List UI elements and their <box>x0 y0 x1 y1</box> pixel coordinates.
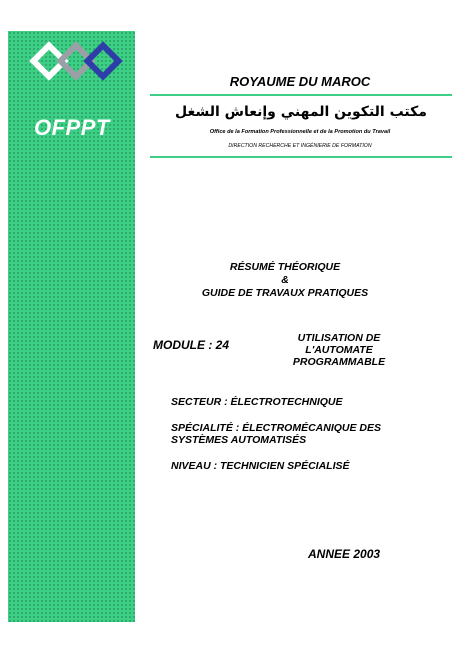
office-name: Office de la Formation Professionnelle et de la Promotion du Travail <box>209 129 391 135</box>
header-rule-bottom <box>150 156 452 158</box>
title-line-2: & <box>281 274 289 286</box>
module-name-line-1: UTILISATION DE L'AUTOMATE <box>297 332 381 356</box>
title-line-1: RÉSUMÉ THÉORIQUE <box>229 261 341 273</box>
title-line-3: GUIDE DE TRAVAUX PRATIQUES <box>201 287 369 299</box>
kingdom-title: ROYAUME DU MAROC <box>229 74 371 89</box>
header-rule-top <box>150 94 452 96</box>
niveau: NIVEAU : TECHNICIEN SPÉCIALISÉ <box>171 460 350 472</box>
arabic-title: مكتب التكوين المهني وإنعاش الشغل <box>175 104 427 120</box>
secteur: SECTEUR : ÉLECTROTECHNIQUE <box>171 396 343 408</box>
module-name-line-2: PROGRAMMABLE <box>292 356 386 368</box>
year: ANNEE 2003 <box>308 547 381 561</box>
document-title <box>150 261 420 300</box>
ofppt-logo-icon <box>28 39 124 89</box>
green-sidebar <box>8 31 135 622</box>
logo-text: OFPPT <box>34 115 110 140</box>
specialite-line-2: SYSTÈMES AUTOMATISÉS <box>171 434 307 446</box>
specialite-line-1: SPÉCIALITÉ : ÉLECTROMÉCANIQUE DES <box>171 422 382 434</box>
direction-name: DIRECTION RECHERCHE ET INGÉNIERIE DE FORMATION <box>228 143 372 149</box>
module-label: MODULE : 24 <box>153 338 230 352</box>
specialite <box>171 422 381 446</box>
module-name <box>264 332 414 368</box>
